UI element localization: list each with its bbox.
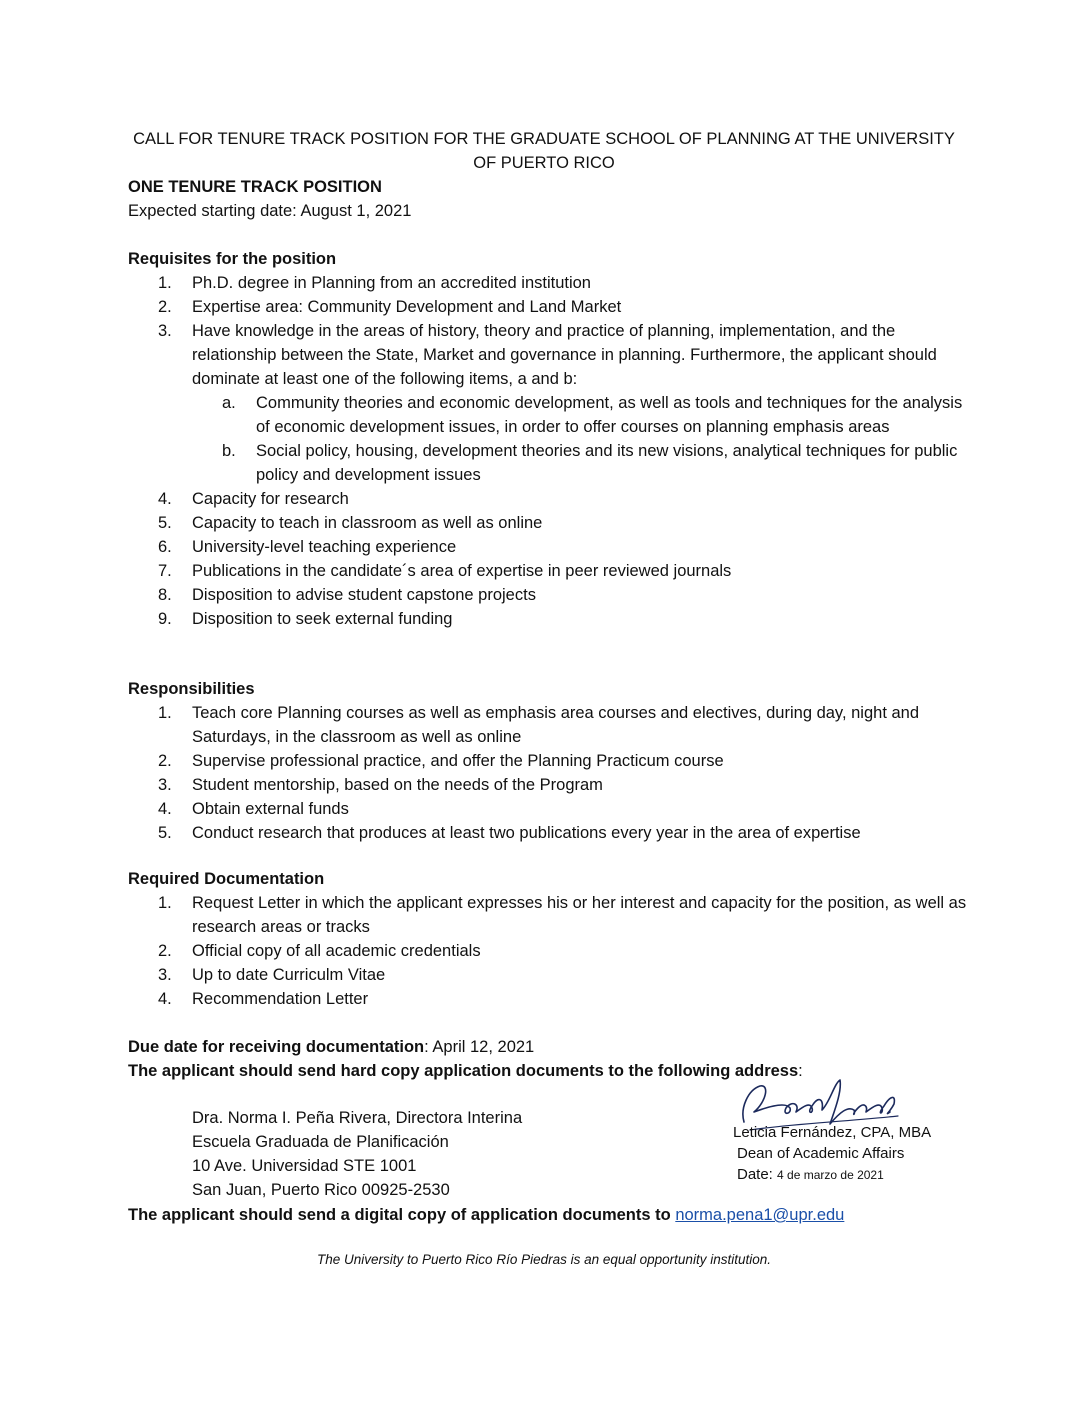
- signatory-date: Date: 4 de marzo de 2021: [737, 1166, 884, 1183]
- list-item: 7. Publications in the candidate´s area of expertise in peer reviewed journals: [158, 562, 732, 580]
- list-item: 4. Capacity for research: [158, 490, 349, 508]
- address-line-2: Escuela Graduada de Planificación: [192, 1133, 449, 1151]
- email-link[interactable]: norma.pena1@upr.edu: [675, 1206, 845, 1224]
- list-item: 5. Capacity to teach in classroom as well as online: [158, 514, 543, 532]
- address-line-1: Dra. Norma I. Peña Rivera, Directora Interina: [192, 1109, 523, 1127]
- address-line-4: San Juan, Puerto Rico 00925-2530: [192, 1181, 450, 1199]
- footer-note: The University to Puerto Rico Río Piedras is an equal opportunity institution.: [317, 1252, 771, 1267]
- list-item: 8. Disposition to advise student capstone projects: [158, 586, 536, 604]
- list-item: 6. University-level teaching experience: [158, 538, 457, 556]
- list-item: 2. Supervise professional practice, and offer the Planning Practicum course: [158, 752, 724, 770]
- hard-copy-line: The applicant should send hard copy application documents to the following address:: [128, 1062, 803, 1080]
- list-item: 4. Recommendation Letter: [158, 990, 369, 1008]
- list-item: 3. Have knowledge in the areas of history, theory and practice of planning, implementation, and the relationship between the State, Market and governance in planning. Furthermore, the applicant should dominate at least one of the following items, a and b: a. Community theories and economic development, as well as tools and techniques for the analysis of economic development issues, in order to offer courses on planning emphasis areas b. Social policy, housing, development theories and its new visions, analytical techniques for public policy and development issues: [0, 319, 962, 487]
- list-item: 5. Conduct research that produces at least two publications every year in the area of expertise: [158, 824, 861, 842]
- list-item: 4. Obtain external funds: [158, 800, 349, 818]
- list-item: 1. Request Letter in which the applicant expresses his or her interest and capacity for the position, as well as research areas or tracks: [158, 894, 967, 936]
- due-date-line: Due date for receiving documentation: April 12, 2021: [128, 1038, 535, 1056]
- requisites-sublist: [192, 391, 962, 487]
- list-item: 3. Up to date Curriculm Vitae: [158, 966, 386, 984]
- list-item: 1. Ph.D. degree in Planning from an accredited institution: [158, 274, 591, 292]
- start-date: Expected starting date: August 1, 2021: [128, 202, 412, 220]
- requisites-list: [0, 271, 972, 631]
- signatory-role: Dean of Academic Affairs: [737, 1145, 905, 1162]
- list-item: 9. Disposition to seek external funding: [158, 610, 453, 628]
- documentation-list: [0, 891, 972, 1011]
- digital-copy-line: The applicant should send a digital copy of application documents to norma.pena1@upr.edu: [128, 1206, 845, 1224]
- documentation-heading: Required Documentation: [128, 870, 325, 888]
- responsibilities-heading: Responsibilities: [128, 680, 255, 698]
- list-item: 3. Student mentorship, based on the needs of the Program: [158, 776, 603, 794]
- requisites-heading: Requisites for the position: [128, 250, 337, 268]
- list-item: 1. Teach core Planning courses as well as emphasis area courses and electives, during day, night and Saturdays, in the classroom as well as online: [158, 704, 920, 746]
- signatory-name: Leticia Fernández, CPA, MBA: [733, 1124, 932, 1141]
- address-line-3: 10 Ave. Universidad STE 1001: [192, 1157, 417, 1175]
- responsibilities-list: [0, 701, 972, 845]
- list-item: 2. Official copy of all academic credentials: [158, 942, 481, 960]
- document-title: CALL FOR TENURE TRACK POSITION FOR THE GRADUATE SCHOOL OF PLANNING AT THE UNIVERSITY OF PUERTO RICO: [133, 130, 955, 172]
- position-heading: ONE TENURE TRACK POSITION: [128, 178, 382, 196]
- list-item: 2. Expertise area: Community Development and Land Market: [158, 298, 622, 316]
- sub-list-item: b. Social policy, housing, development theories and its new visions, analytical techniques for public policy and development issues: [222, 442, 958, 484]
- sub-list-item: a. Community theories and economic development, as well as tools and techniques for the analysis of economic development issues, in order to offer courses on planning emphasis areas: [222, 394, 963, 436]
